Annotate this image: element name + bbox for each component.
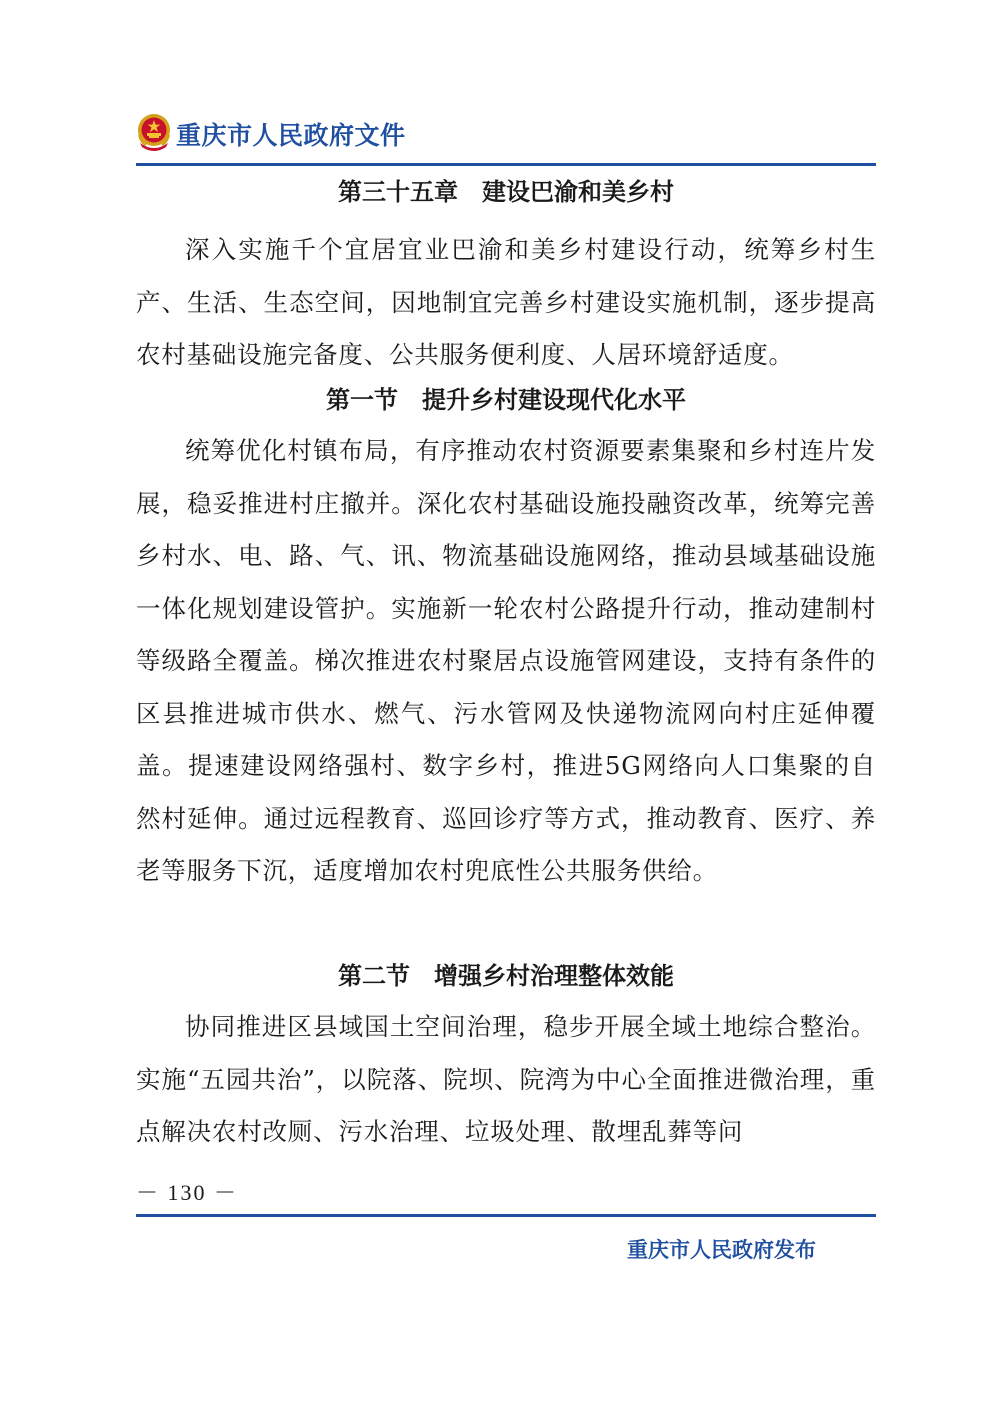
section-body-2: 协同推进区县域国土空间治理，稳步开展全域土地综合整治。实施“五园共治”，以院落、院坝、院湾为中心全面推进微治理，重点解决农村改厕、污水治理、垃圾处理、散埋乱葬等问 bbox=[136, 1012, 876, 1146]
footer-divider bbox=[136, 1214, 876, 1217]
chapter-intro-paragraph: 深入实施千个宜居宜业巴渝和美乡村建设行动，统筹乡村生产、生活、生态空间，因地制宜完善乡村建设实施机制，逐步提高农村基础设施完备度、公共服务便利度、人居环境舒适度。 bbox=[136, 235, 876, 369]
section-title-2: 第二节 增强乡村治理整体效能 bbox=[338, 961, 674, 990]
section-title-1: 第一节 提升乡村建设现代化水平 bbox=[326, 385, 686, 414]
national-emblem-icon bbox=[136, 113, 172, 153]
document-header bbox=[136, 106, 876, 162]
header-divider bbox=[136, 163, 876, 166]
page-number: － 130 － bbox=[136, 1180, 239, 1205]
footer-publisher: 重庆市人民政府发布 bbox=[627, 1238, 816, 1262]
section-body-1: 统筹优化村镇布局，有序推动农村资源要素集聚和乡村连片发展，稳妥推进村庄撤并。深化农村基础设施投融资改革，统筹完善乡村水、电、路、气、讯、物流基础设施网络，推动县域基础设施一体化规划建设管护。实施新一轮农村公路提升行动，推动建制村等级路全覆盖。梯次推进农村聚居点设施管网建设，支持有条件的区县推进城市供水、燃气、污水管网及快递物流网向村庄延伸覆盖。提速建设网络强村、数字乡村，推进5G网络向人口集聚的自然村延伸。通过远程教育、巡回诊疗等方式，推动教育、医疗、养老等服务下沉，适度增加农村兜底性公共服务供给。 bbox=[136, 436, 876, 885]
header-title: 重庆市人民政府文件 bbox=[176, 121, 406, 150]
chapter-title: 第三十五章 建设巴渝和美乡村 bbox=[338, 178, 674, 206]
